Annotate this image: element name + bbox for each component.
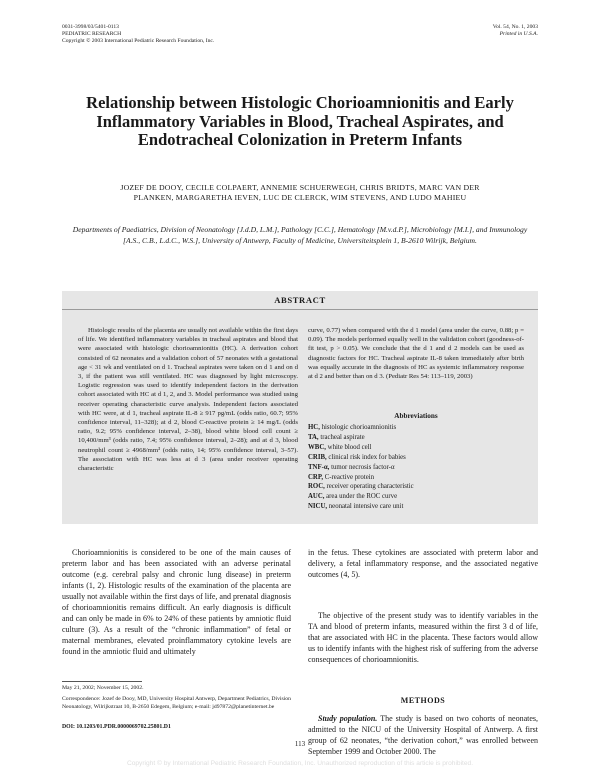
abstract-text-right: curve, 0.77) when compared with the d 1 model (area under the curve, 0.88; p = 0.09). The models performed equally well in the validation cohort (goodness-of-fit test, p > 0.05). We conclude that the d 1 and d 2 models can be used as diagnostic factors for HC. Tracheal aspirate IL-8 taken immediately after birth was equally accurate in the diagnosis of HC as systemic inflammatory response at d 2 and better than on d 3. (Pediatr Res 54: 113–119, 2003) (308, 327, 524, 381)
study-population-text: The study is based on two cohorts of neonates, admitted to the NICU of the University Hospital of Antwerp. A first group of 62 neonates, “the derivation cohort,” was enrolled between September 1999 and October 2000. The (308, 714, 539, 756)
received-dates: May 21, 2002; November 15, 2002. (62, 685, 144, 691)
methods-heading: METHODS (400, 696, 446, 705)
page-number: 113 (294, 740, 306, 748)
journal-header-right (493, 24, 538, 38)
correspondence-note: Correspondence: Jozef de Dooy, MD, University Hospital Antwerp, Department Pediatrics, Division Neonatology, Wilrijkstraat 10, B-2650 Edegem, Belgium; e-mail: jd97872@planetinternet.be (62, 696, 291, 710)
abbreviation-item: NICU, neonatal intensive care unit (308, 503, 404, 511)
affiliations: Departments of Paediatrics, Division of Neonatology [J.d.D, L.M.], Pathology [C.C.], Hematology [M.v.d.P.], Microbiology [M.I.], and Immunology [A.S., C.B., L.d.C., W.S.], University of Antwerp, Faculty of Medicine, Universiteitsplein 1, B-2610 Wilrijk, Belgium. (72, 225, 528, 245)
footnote-divider (62, 681, 142, 682)
abbreviations-list (308, 423, 524, 512)
abbreviation-item: CRP, C-reactive protein (308, 473, 375, 481)
abbreviation-item: CRIB, clinical risk index for babies (308, 453, 406, 461)
printed-line: Printed in U.S.A. (499, 31, 538, 38)
abbreviation-item: WBC, white blood cell (308, 443, 372, 451)
abbreviation-item: TA, tracheal aspirate (308, 433, 365, 441)
study-population-label: Study population. (318, 714, 378, 723)
abbreviation-item: TNF-α, tumor necrosis factor-α (308, 463, 395, 471)
doi: DOI: 10.1203/01.PDR.0000069702.25801.D1 (62, 724, 171, 730)
abbreviation-item: ROC, receiver operating characteristic (308, 483, 414, 491)
abstract-heading: ABSTRACT (62, 292, 538, 310)
article-title: Relationship between Histologic Chorioamnionitis and Early Inflammatory Variables in Blood, Tracheal Aspirates, and Endotracheal Colonization in Preterm Infants (86, 93, 514, 149)
copyright-line: Copyright © 2003 International Pediatric Research Foundation, Inc. (62, 38, 215, 45)
volume-line: Vol. 54, No. 1, 2003 (492, 24, 538, 30)
objective-paragraph: The objective of the present study was to identify variables in the TA and blood of preterm infants, measured within the first 3 d of life, that are associated with HC in the placenta. These factors would allow us to identify infants with the highest risk of suffering from the adverse consequences of chorioamnionitis. (308, 611, 538, 664)
abbreviations-heading: Abbreviations (394, 412, 438, 420)
abstract-text-left: Histologic results of the placenta are usually not available within the first days of life. We identified inflammatory variables in tracheal aspirates and blood that were associated with histologic chorioamnionitis (HC). A derivation cohort consisted of 62 neonates and a validation cohort of 57 neonates with a gestational age < 31 wk and ventilated on d 1. Tracheal aspirates were taken on d 1 and on d 3, if the patient was still ventilated. HC was diagnosed by light microscopy. Logistic regression was used to identify independent factors in the derivation cohort associated with HC at d 1, 2, and 3. Model performance was studied using receiver operating characteristic curve analysis. Independent factors associated with HC were, at d 1, tracheal aspirate IL-8 ≥ 917 pg/mL (odds ratio, 60.7; 95% confidence interval, 11–328); at d 2, blood C-reactive protein ≥ 14 mg/L (odds ratio, 9.2; 95% confidence interval, 2–38), blood white blood cell count ≥ 10,400/mm³ (odds ratio, 7.4; 95% confidence interval, 2–28); and at d 3, blood neutrophil count ≥ 4968/mm³ (odds ratio, 14; 95% confidence interval, 3–57). The association with HC was less at d 3 (area under receiver operating characteristic (78, 327, 298, 473)
journal-header-left (62, 24, 214, 46)
abbreviation-item: AUC, area under the ROC curve (308, 493, 398, 501)
footnote (62, 685, 291, 711)
copyright-watermark: Copyright © by International Pediatric Research Foundation, Inc. Unauthorized reproduction of this article is prohibited. (126, 760, 474, 767)
intro-continuation: in the fetus. These cytokines are associated with preterm labor and delivery, a fetal inflammatory response, and the associated negative outcomes (4, 5). (308, 548, 538, 579)
study-population-paragraph (308, 713, 538, 757)
intro-paragraph: Chorioamnionitis is considered to be one of the main causes of preterm labor and has been associated with an adverse perinatal outcome (e.g. cerebral palsy and chronic lung disease) in preterm infants (1, 2). Histologic results of the examination of the placenta are usually not available within the first days of life, and prenatal diagnosis of chorioamnionitis remains difficult. An early diagnosis is difficult and can only be made in 6% to 24% of these patients by amniotic fluid culture (3). As a result of the “chronic inflammation” of fetal or maternal membranes, elevated proinflammatory cytokine levels are found in the amniotic fluid and ultimately (62, 548, 291, 656)
journal-name: PEDIATRIC RESEARCH (62, 31, 122, 38)
author-list: JOZEF DE DOOY, CECILE COLPAERT, ANNEMIE SCHUERWEGH, CHRIS BRIDTS, MARC VAN DER PLANKEN, MARGARETHA IEVEN, LUC DE CLERCK, WIM STEVENS, AND LUDO MAHIEU (120, 183, 480, 203)
issn-line: 0031-3998/03/5401-0113 (62, 24, 119, 30)
abbreviation-item: HC, histologic chorioamnionitis (308, 424, 397, 431)
